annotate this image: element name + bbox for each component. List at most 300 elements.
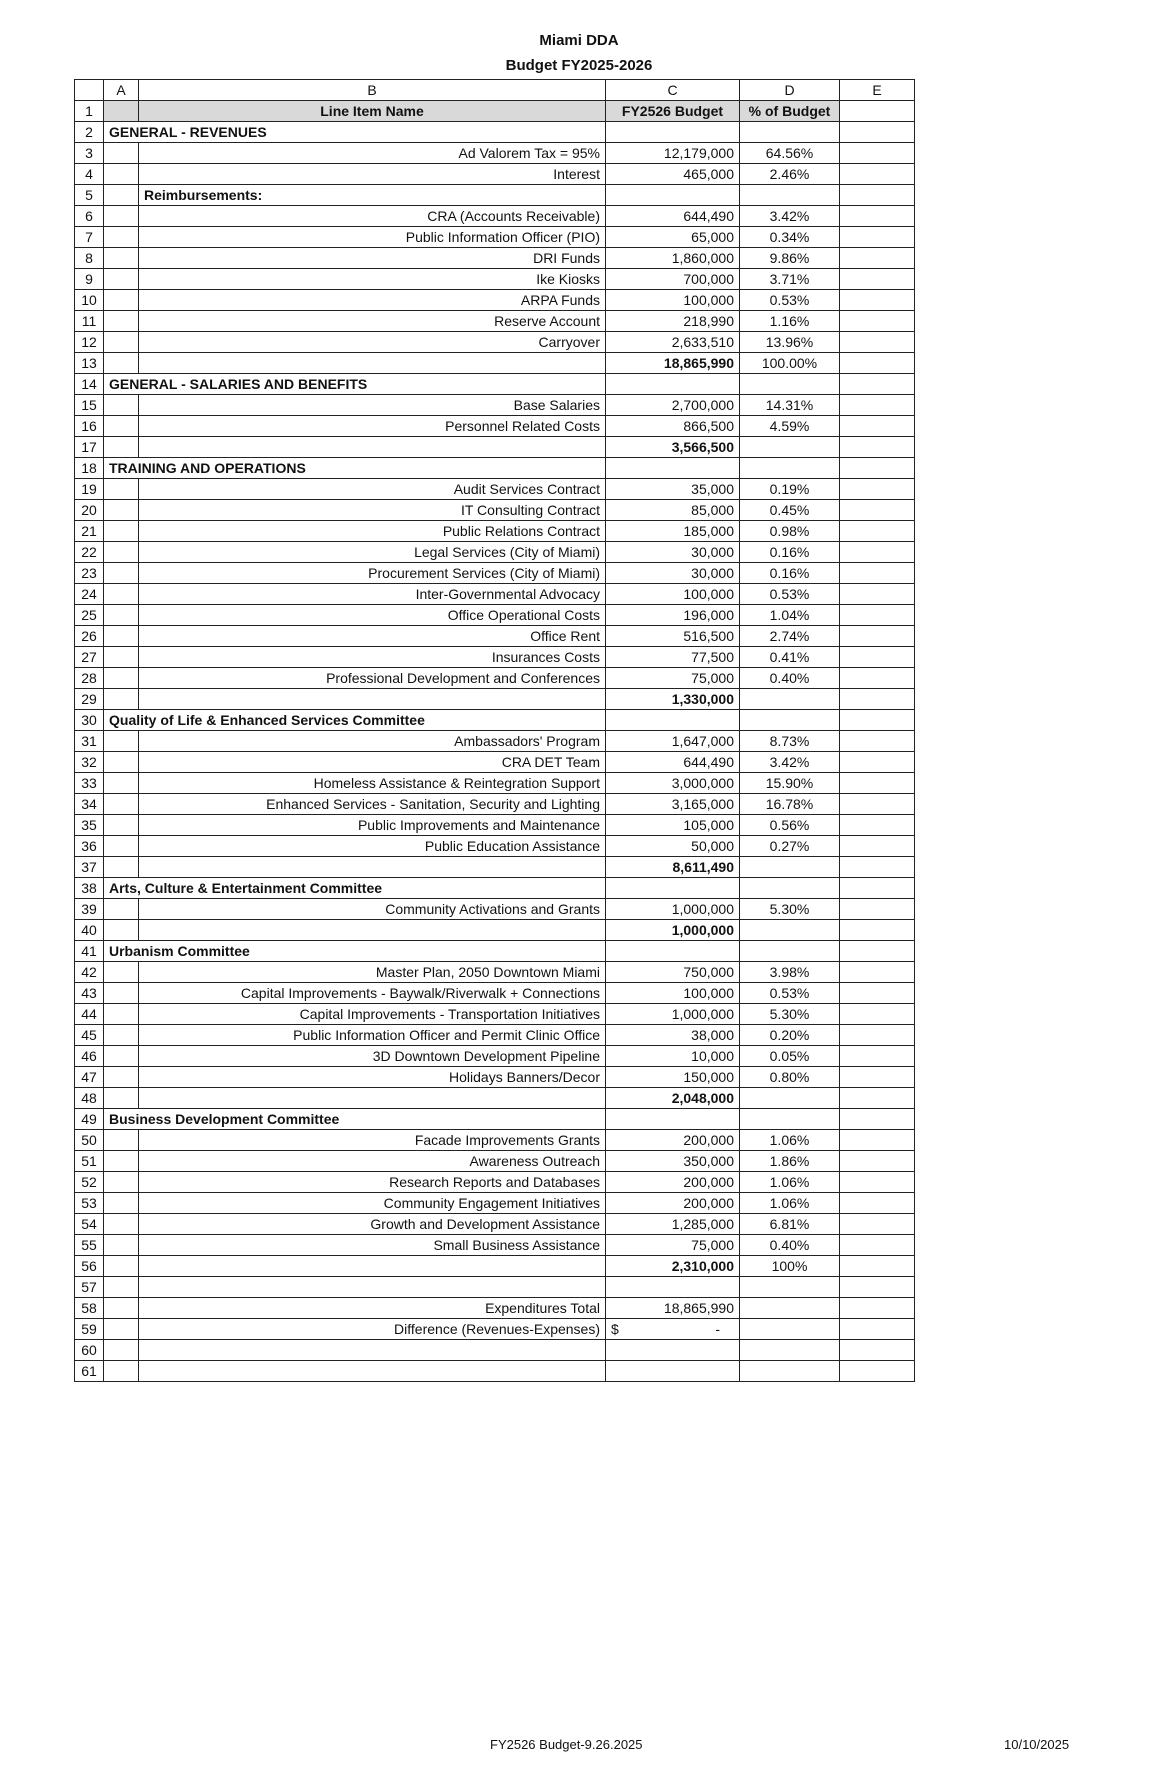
cell-e[interactable] [840, 1067, 915, 1088]
cell-d[interactable] [740, 1361, 840, 1382]
cell-a[interactable] [104, 185, 139, 206]
line-item-percent[interactable]: 1.06% [740, 1172, 840, 1193]
cell-a[interactable] [104, 1319, 139, 1340]
line-item-budget[interactable]: 75,000 [606, 1235, 740, 1256]
line-item-name[interactable]: Legal Services (City of Miami) [139, 542, 606, 563]
line-item-percent[interactable]: 2.46% [740, 164, 840, 185]
line-item-percent[interactable]: 13.96% [740, 332, 840, 353]
line-item-budget[interactable]: 85,000 [606, 500, 740, 521]
cell-e[interactable] [840, 1130, 915, 1151]
line-item-budget[interactable]: 1,647,000 [606, 731, 740, 752]
subtotal-budget[interactable]: 3,566,500 [606, 437, 740, 458]
cell-e[interactable] [840, 1298, 915, 1319]
cell-a[interactable] [104, 290, 139, 311]
line-item-name[interactable]: Facade Improvements Grants [139, 1130, 606, 1151]
cell-e[interactable] [840, 941, 915, 962]
cell-e[interactable] [840, 857, 915, 878]
cell-a[interactable] [104, 1004, 139, 1025]
line-item-percent[interactable]: 3.98% [740, 962, 840, 983]
cell-e[interactable] [840, 1235, 915, 1256]
header-fy2526-budget[interactable]: FY2526 Budget [606, 101, 740, 122]
line-item-percent[interactable]: 0.16% [740, 542, 840, 563]
section-title[interactable]: TRAINING AND OPERATIONS [104, 458, 606, 479]
line-item-percent[interactable]: 14.31% [740, 395, 840, 416]
line-item-budget[interactable]: 218,990 [606, 311, 740, 332]
line-item-budget[interactable]: 1,000,000 [606, 1004, 740, 1025]
cell-a[interactable] [104, 1298, 139, 1319]
cell-b[interactable] [139, 1256, 606, 1277]
cell-b[interactable] [139, 353, 606, 374]
cell-c[interactable] [606, 374, 740, 395]
section-title[interactable]: GENERAL - SALARIES AND BENEFITS [104, 374, 606, 395]
line-item-name[interactable]: Expenditures Total [139, 1298, 606, 1319]
cell-e[interactable] [840, 1214, 915, 1235]
cell-a[interactable] [104, 605, 139, 626]
cell-e[interactable] [840, 164, 915, 185]
cell-e[interactable] [840, 584, 915, 605]
subtotal-percent[interactable]: 100% [740, 1256, 840, 1277]
line-item-name[interactable]: IT Consulting Contract [139, 500, 606, 521]
cell-e[interactable] [840, 248, 915, 269]
cell-e[interactable] [840, 1025, 915, 1046]
cell-e[interactable] [840, 1088, 915, 1109]
line-item-percent[interactable]: 0.98% [740, 521, 840, 542]
line-item-percent[interactable]: 0.53% [740, 983, 840, 1004]
cell-b[interactable] [139, 857, 606, 878]
line-item-budget[interactable]: 1,860,000 [606, 248, 740, 269]
cell-d[interactable] [740, 710, 840, 731]
cell-e[interactable] [840, 416, 915, 437]
cell-e[interactable] [840, 332, 915, 353]
subtotal-percent[interactable]: 100.00% [740, 353, 840, 374]
cell-e[interactable] [840, 206, 915, 227]
cell-e[interactable] [840, 710, 915, 731]
line-item-name[interactable]: 3D Downtown Development Pipeline [139, 1046, 606, 1067]
cell-a[interactable] [104, 395, 139, 416]
cell-a[interactable] [104, 1067, 139, 1088]
line-item-budget[interactable]: 150,000 [606, 1067, 740, 1088]
cell-a[interactable] [104, 1193, 139, 1214]
line-item-percent[interactable]: 0.34% [740, 227, 840, 248]
line-item-budget[interactable]: 18,865,990 [606, 1298, 740, 1319]
cell-b[interactable] [139, 1340, 606, 1361]
cell-e[interactable] [840, 101, 915, 122]
line-item-budget[interactable]: 644,490 [606, 752, 740, 773]
line-item-budget[interactable]: 38,000 [606, 1025, 740, 1046]
cell-a[interactable] [104, 227, 139, 248]
line-item-percent[interactable]: 5.30% [740, 1004, 840, 1025]
section-title[interactable]: GENERAL - REVENUES [104, 122, 606, 143]
cell-e[interactable] [840, 353, 915, 374]
cell-a[interactable] [104, 353, 139, 374]
line-item-budget[interactable]: 30,000 [606, 542, 740, 563]
cell-e[interactable] [840, 752, 915, 773]
cell-d[interactable] [740, 878, 840, 899]
line-item-budget[interactable]: 30,000 [606, 563, 740, 584]
line-item-name[interactable]: CRA (Accounts Receivable) [139, 206, 606, 227]
line-item-percent[interactable]: 0.20% [740, 1025, 840, 1046]
line-item-percent[interactable]: 0.16% [740, 563, 840, 584]
header-percent-of-budget[interactable]: % of Budget [740, 101, 840, 122]
cell-a[interactable] [104, 731, 139, 752]
cell-e[interactable] [840, 122, 915, 143]
line-item-percent[interactable]: 8.73% [740, 731, 840, 752]
cell-e[interactable] [840, 395, 915, 416]
cell-e[interactable] [840, 731, 915, 752]
subtotal-budget[interactable]: 8,611,490 [606, 857, 740, 878]
cell-e[interactable] [840, 647, 915, 668]
line-item-budget[interactable]: 1,000,000 [606, 899, 740, 920]
cell-a[interactable] [104, 143, 139, 164]
cell-a[interactable] [104, 647, 139, 668]
cell-d[interactable] [740, 941, 840, 962]
cell-d[interactable] [740, 185, 840, 206]
line-item-budget[interactable]: 105,000 [606, 815, 740, 836]
cell-e[interactable] [840, 458, 915, 479]
cell-a[interactable] [104, 626, 139, 647]
cell-a[interactable] [104, 1361, 139, 1382]
line-item-name[interactable]: Small Business Assistance [139, 1235, 606, 1256]
cell-a[interactable] [104, 752, 139, 773]
line-item-budget[interactable]: 35,000 [606, 479, 740, 500]
cell-e[interactable] [840, 521, 915, 542]
cell-e[interactable] [840, 542, 915, 563]
cell-a[interactable] [104, 311, 139, 332]
line-item-budget[interactable]: 196,000 [606, 605, 740, 626]
line-item-budget[interactable]: 750,000 [606, 962, 740, 983]
line-item-percent[interactable]: 0.53% [740, 584, 840, 605]
line-item-name[interactable]: Office Operational Costs [139, 605, 606, 626]
cell-a[interactable] [104, 920, 139, 941]
cell-a[interactable] [104, 668, 139, 689]
line-item-percent[interactable]: 3.42% [740, 206, 840, 227]
line-item-percent[interactable]: 4.59% [740, 416, 840, 437]
cell-c[interactable] [606, 1109, 740, 1130]
line-item-name[interactable]: DRI Funds [139, 248, 606, 269]
line-item-budget[interactable]: 3,000,000 [606, 773, 740, 794]
subsection-label[interactable]: Reimbursements: [139, 185, 606, 206]
line-item-percent[interactable]: 16.78% [740, 794, 840, 815]
line-item-percent[interactable]: 5.30% [740, 899, 840, 920]
cell-e[interactable] [840, 500, 915, 521]
subtotal-budget[interactable]: 18,865,990 [606, 353, 740, 374]
cell-e[interactable] [840, 605, 915, 626]
cell-a[interactable] [104, 899, 139, 920]
cell-a[interactable] [104, 1088, 139, 1109]
cell-a[interactable] [104, 101, 139, 122]
cell-e[interactable] [840, 269, 915, 290]
line-item-name[interactable]: Professional Development and Conferences [139, 668, 606, 689]
cell-a[interactable] [104, 1172, 139, 1193]
cell-a[interactable] [104, 1151, 139, 1172]
line-item-percent[interactable]: 3.71% [740, 269, 840, 290]
line-item-name[interactable]: Reserve Account [139, 311, 606, 332]
line-item-name[interactable]: CRA DET Team [139, 752, 606, 773]
cell-e[interactable] [840, 437, 915, 458]
line-item-name[interactable]: Holidays Banners/Decor [139, 1067, 606, 1088]
cell-c[interactable] [606, 941, 740, 962]
cell-a[interactable] [104, 269, 139, 290]
cell-e[interactable] [840, 1172, 915, 1193]
cell-a[interactable] [104, 1256, 139, 1277]
line-item-budget[interactable]: 2,700,000 [606, 395, 740, 416]
cell-e[interactable] [840, 626, 915, 647]
cell-d[interactable] [740, 1277, 840, 1298]
cell-b[interactable] [139, 437, 606, 458]
cell-e[interactable] [840, 143, 915, 164]
line-item-budget[interactable]: 50,000 [606, 836, 740, 857]
line-item-budget[interactable]: 12,179,000 [606, 143, 740, 164]
line-item-percent[interactable]: 0.05% [740, 1046, 840, 1067]
cell-c[interactable] [606, 1340, 740, 1361]
cell-a[interactable] [104, 836, 139, 857]
cell-e[interactable] [840, 1319, 915, 1340]
subtotal-percent[interactable] [740, 437, 840, 458]
cell-a[interactable] [104, 248, 139, 269]
line-item-name[interactable]: Homeless Assistance & Reintegration Support [139, 773, 606, 794]
cell-a[interactable] [104, 1235, 139, 1256]
line-item-name[interactable]: Office Rent [139, 626, 606, 647]
cell-d[interactable] [740, 1340, 840, 1361]
cell-d[interactable] [740, 458, 840, 479]
line-item-name[interactable]: Base Salaries [139, 395, 606, 416]
cell-a[interactable] [104, 857, 139, 878]
cell-e[interactable] [840, 899, 915, 920]
cell-e[interactable] [840, 920, 915, 941]
section-title[interactable]: Urbanism Committee [104, 941, 606, 962]
cell-e[interactable] [840, 1256, 915, 1277]
subtotal-budget[interactable]: 2,310,000 [606, 1256, 740, 1277]
line-item-percent[interactable]: 0.40% [740, 1235, 840, 1256]
line-item-name[interactable]: Capital Improvements - Baywalk/Riverwalk + Connections [139, 983, 606, 1004]
section-title[interactable]: Business Development Committee [104, 1109, 606, 1130]
subtotal-percent[interactable] [740, 857, 840, 878]
line-item-name[interactable]: Personnel Related Costs [139, 416, 606, 437]
line-item-percent[interactable]: 0.41% [740, 647, 840, 668]
column-header-b[interactable]: B [139, 80, 606, 101]
line-item-name[interactable]: Master Plan, 2050 Downtown Miami [139, 962, 606, 983]
line-item-percent[interactable]: 9.86% [740, 248, 840, 269]
section-title[interactable]: Quality of Life & Enhanced Services Committee [104, 710, 606, 731]
subtotal-percent[interactable] [740, 1088, 840, 1109]
line-item-budget[interactable]: 100,000 [606, 584, 740, 605]
cell-c[interactable] [606, 1361, 740, 1382]
line-item-percent[interactable]: 6.81% [740, 1214, 840, 1235]
cell-e[interactable] [840, 1004, 915, 1025]
cell-e[interactable] [840, 1277, 915, 1298]
line-item-budget[interactable]: 866,500 [606, 416, 740, 437]
cell-a[interactable] [104, 962, 139, 983]
difference-label[interactable]: Difference (Revenues-Expenses) [139, 1319, 606, 1340]
cell-d[interactable] [740, 1319, 840, 1340]
line-item-budget[interactable]: 10,000 [606, 1046, 740, 1067]
cell-a[interactable] [104, 689, 139, 710]
line-item-name[interactable]: Public Improvements and Maintenance [139, 815, 606, 836]
line-item-name[interactable]: Public Relations Contract [139, 521, 606, 542]
line-item-percent[interactable]: 0.56% [740, 815, 840, 836]
line-item-budget[interactable]: 200,000 [606, 1172, 740, 1193]
line-item-percent[interactable]: 1.04% [740, 605, 840, 626]
cell-d[interactable] [740, 122, 840, 143]
cell-a[interactable] [104, 416, 139, 437]
line-item-budget[interactable]: 3,165,000 [606, 794, 740, 815]
line-item-percent[interactable]: 64.56% [740, 143, 840, 164]
cell-a[interactable] [104, 794, 139, 815]
line-item-budget[interactable]: 1,285,000 [606, 1214, 740, 1235]
line-item-name[interactable]: Community Engagement Initiatives [139, 1193, 606, 1214]
cell-c[interactable] [606, 122, 740, 143]
line-item-budget[interactable]: 465,000 [606, 164, 740, 185]
column-header-e[interactable]: E [840, 80, 915, 101]
line-item-name[interactable]: ARPA Funds [139, 290, 606, 311]
line-item-percent[interactable] [740, 1298, 840, 1319]
cell-e[interactable] [840, 1340, 915, 1361]
cell-b[interactable] [139, 920, 606, 941]
line-item-percent[interactable]: 2.74% [740, 626, 840, 647]
cell-a[interactable] [104, 206, 139, 227]
column-header-c[interactable]: C [606, 80, 740, 101]
cell-a[interactable] [104, 1046, 139, 1067]
cell-c[interactable] [606, 878, 740, 899]
cell-c[interactable] [606, 185, 740, 206]
line-item-name[interactable]: Enhanced Services - Sanitation, Security and Lighting [139, 794, 606, 815]
cell-a[interactable] [104, 479, 139, 500]
cell-b[interactable] [139, 1361, 606, 1382]
cell-a[interactable] [104, 983, 139, 1004]
cell-a[interactable] [104, 542, 139, 563]
line-item-budget[interactable]: 200,000 [606, 1193, 740, 1214]
cell-a[interactable] [104, 1214, 139, 1235]
cell-e[interactable] [840, 227, 915, 248]
line-item-name[interactable]: Public Information Officer (PIO) [139, 227, 606, 248]
line-item-percent[interactable]: 15.90% [740, 773, 840, 794]
subtotal-budget[interactable]: 2,048,000 [606, 1088, 740, 1109]
line-item-name[interactable]: Awareness Outreach [139, 1151, 606, 1172]
line-item-name[interactable]: Carryover [139, 332, 606, 353]
cell-a[interactable] [104, 332, 139, 353]
cell-e[interactable] [840, 815, 915, 836]
cell-c[interactable] [606, 710, 740, 731]
cell-b[interactable] [139, 689, 606, 710]
cell-e[interactable] [840, 1193, 915, 1214]
line-item-percent[interactable]: 0.80% [740, 1067, 840, 1088]
line-item-name[interactable]: Ad Valorem Tax = 95% [139, 143, 606, 164]
cell-c[interactable] [606, 1277, 740, 1298]
cell-e[interactable] [840, 668, 915, 689]
column-header-d[interactable]: D [740, 80, 840, 101]
line-item-name[interactable]: Ike Kiosks [139, 269, 606, 290]
cell-a[interactable] [104, 1025, 139, 1046]
cell-c[interactable] [606, 458, 740, 479]
line-item-name[interactable]: Insurances Costs [139, 647, 606, 668]
cell-e[interactable] [840, 794, 915, 815]
cell-e[interactable] [840, 1361, 915, 1382]
line-item-name[interactable]: Community Activations and Grants [139, 899, 606, 920]
cell-e[interactable] [840, 878, 915, 899]
line-item-name[interactable]: Interest [139, 164, 606, 185]
cell-e[interactable] [840, 479, 915, 500]
line-item-percent[interactable]: 0.53% [740, 290, 840, 311]
cell-b[interactable] [139, 1277, 606, 1298]
line-item-budget[interactable]: 185,000 [606, 521, 740, 542]
line-item-percent[interactable]: 0.19% [740, 479, 840, 500]
line-item-name[interactable]: Inter-Governmental Advocacy [139, 584, 606, 605]
line-item-budget[interactable]: 700,000 [606, 269, 740, 290]
line-item-budget[interactable]: 100,000 [606, 290, 740, 311]
cell-e[interactable] [840, 374, 915, 395]
line-item-name[interactable]: Capital Improvements - Transportation Initiatives [139, 1004, 606, 1025]
cell-d[interactable] [740, 1109, 840, 1130]
line-item-name[interactable]: Audit Services Contract [139, 479, 606, 500]
line-item-percent[interactable]: 0.45% [740, 500, 840, 521]
line-item-name[interactable]: Procurement Services (City of Miami) [139, 563, 606, 584]
line-item-percent[interactable]: 1.06% [740, 1193, 840, 1214]
line-item-budget[interactable]: 644,490 [606, 206, 740, 227]
cell-e[interactable] [840, 962, 915, 983]
cell-a[interactable] [104, 164, 139, 185]
difference-value-cell[interactable] [606, 1319, 740, 1340]
cell-a[interactable] [104, 500, 139, 521]
cell-e[interactable] [840, 689, 915, 710]
cell-e[interactable] [840, 563, 915, 584]
cell-a[interactable] [104, 773, 139, 794]
subtotal-budget[interactable]: 1,330,000 [606, 689, 740, 710]
cell-e[interactable] [840, 983, 915, 1004]
section-title[interactable]: Arts, Culture & Entertainment Committee [104, 878, 606, 899]
cell-e[interactable] [840, 836, 915, 857]
cell-a[interactable] [104, 1130, 139, 1151]
line-item-budget[interactable]: 100,000 [606, 983, 740, 1004]
line-item-budget[interactable]: 65,000 [606, 227, 740, 248]
line-item-percent[interactable]: 0.27% [740, 836, 840, 857]
line-item-budget[interactable]: 516,500 [606, 626, 740, 647]
line-item-percent[interactable]: 1.06% [740, 1130, 840, 1151]
cell-d[interactable] [740, 374, 840, 395]
cell-a[interactable] [104, 584, 139, 605]
cell-e[interactable] [840, 290, 915, 311]
line-item-budget[interactable]: 2,633,510 [606, 332, 740, 353]
line-item-name[interactable]: Public Information Officer and Permit Clinic Office [139, 1025, 606, 1046]
cell-a[interactable] [104, 1340, 139, 1361]
cell-a[interactable] [104, 521, 139, 542]
cell-e[interactable] [840, 185, 915, 206]
line-item-percent[interactable]: 0.40% [740, 668, 840, 689]
cell-e[interactable] [840, 1151, 915, 1172]
line-item-name[interactable]: Public Education Assistance [139, 836, 606, 857]
header-line-item-name[interactable]: Line Item Name [139, 101, 606, 122]
cell-e[interactable] [840, 773, 915, 794]
line-item-percent[interactable]: 3.42% [740, 752, 840, 773]
cell-e[interactable] [840, 1109, 915, 1130]
line-item-budget[interactable]: 77,500 [606, 647, 740, 668]
cell-e[interactable] [840, 1046, 915, 1067]
line-item-name[interactable]: Growth and Development Assistance [139, 1214, 606, 1235]
subtotal-percent[interactable] [740, 920, 840, 941]
subtotal-percent[interactable] [740, 689, 840, 710]
column-header-a[interactable]: A [104, 80, 139, 101]
cell-a[interactable] [104, 563, 139, 584]
line-item-budget[interactable]: 75,000 [606, 668, 740, 689]
cell-a[interactable] [104, 815, 139, 836]
line-item-name[interactable]: Ambassadors' Program [139, 731, 606, 752]
line-item-budget[interactable]: 200,000 [606, 1130, 740, 1151]
line-item-name[interactable]: Research Reports and Databases [139, 1172, 606, 1193]
line-item-percent[interactable]: 1.16% [740, 311, 840, 332]
line-item-percent[interactable]: 1.86% [740, 1151, 840, 1172]
subtotal-budget[interactable]: 1,000,000 [606, 920, 740, 941]
cell-a[interactable] [104, 1277, 139, 1298]
cell-e[interactable] [840, 311, 915, 332]
